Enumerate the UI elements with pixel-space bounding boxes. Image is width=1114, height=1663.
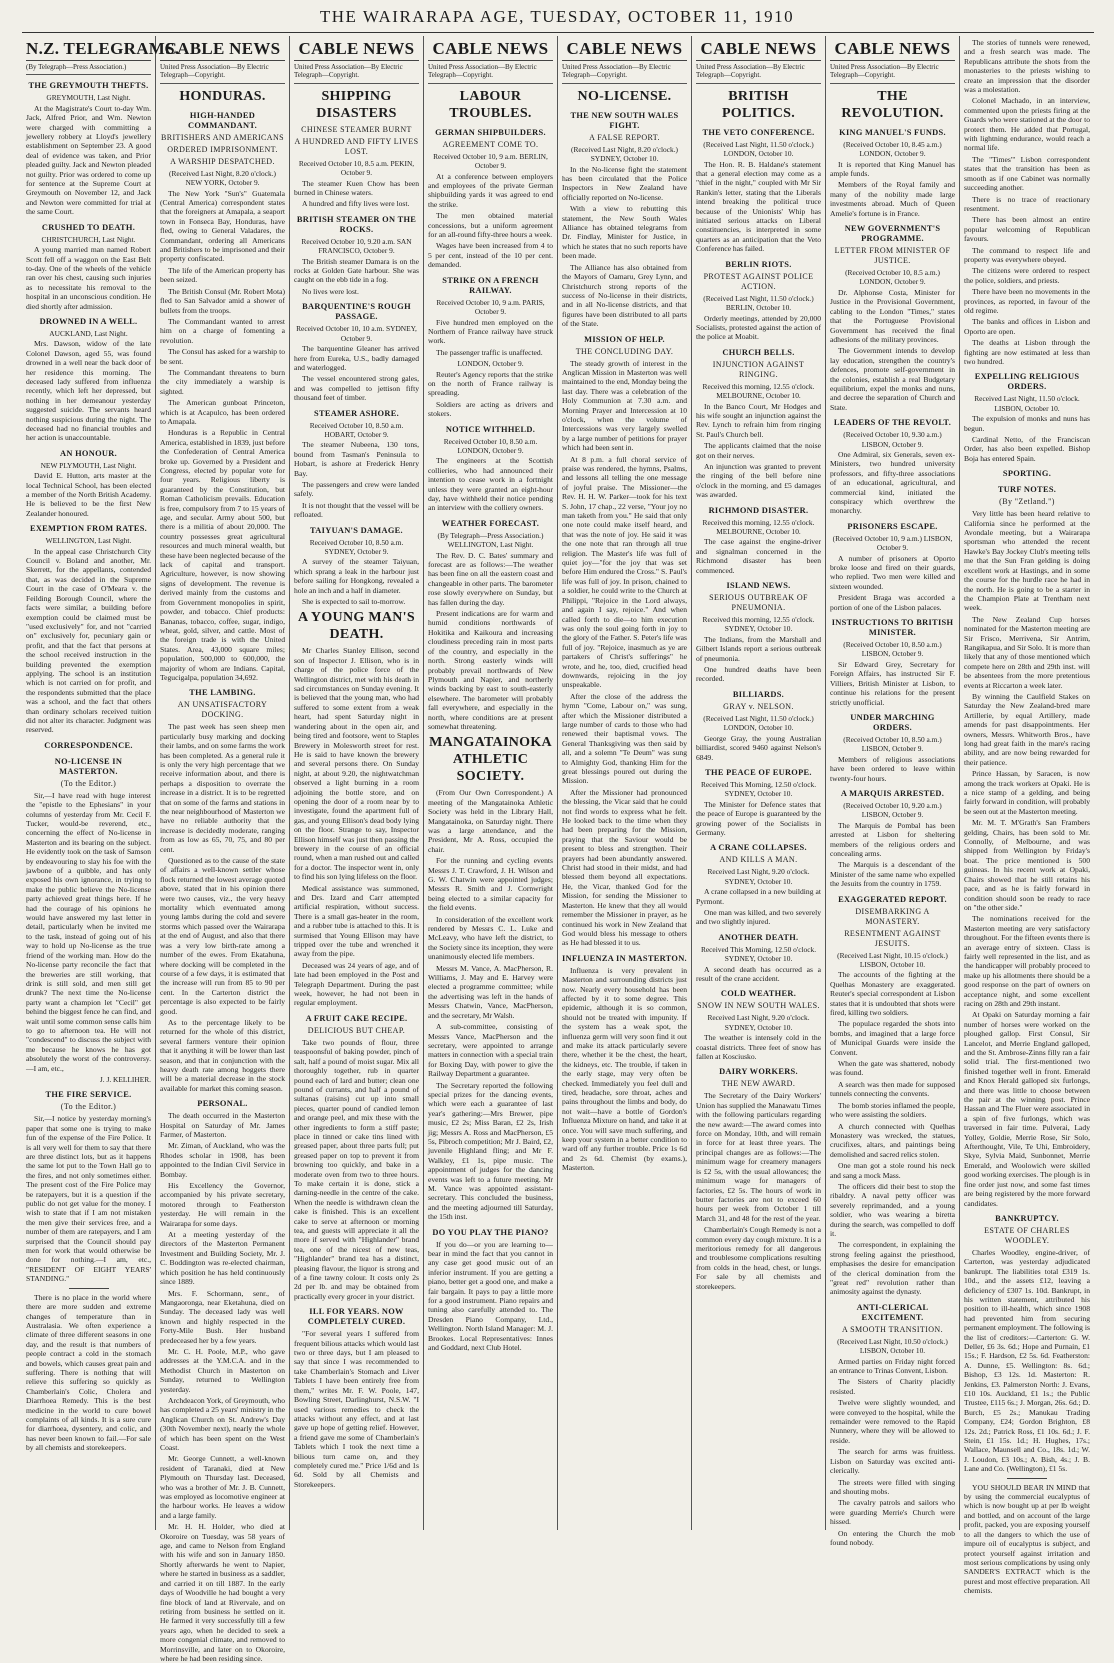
article-paragraph: Sir Edward Grey, Secretary for Foreign Affairs, has instructed Sir F. Villiers, British Minister at Lisbon, to continue his relations for the present strictly unofficial. <box>830 659 955 707</box>
article-paragraph: The engineers at the Scottish collieries, who had announced their intention to cease work in a fortnight unless they were granted an eight-hour day, have withheld their notice pending an interview with the colliery owners. <box>428 456 553 513</box>
story-headline: MANGATAINOKA ATHLETIC SOCIETY. <box>429 735 552 785</box>
section-heading: NO-LICENSE IN MASTERTON. <box>54 756 123 776</box>
section-heading: RICHMOND DISASTER. <box>708 505 809 515</box>
article-paragraph: The Rev. D. C. Bates' summary and forecast are as follows:—The weather has been fine on all the eastern coast and changeable in other parts. The barometer rose slowly everywhere on Sunday, but has fallen during the day. <box>428 550 553 607</box>
article-paragraph: The Government intends to develop lay education, strengthen the country's defences, promote self-government in the colonies, establish a real Budgetary equilibrium, expel the monks and nuns, and decree the separation of Church and State. <box>830 346 955 412</box>
dateline: Received October 10, 8.50 a.m. SYDNEY, October 9. <box>309 537 404 556</box>
section-heading: TAIYUAN'S DAMAGE. <box>310 525 403 535</box>
article-paragraph: The Marquis is a descendant of the Minister of the same name who expelled the Jesuits from the country in 1759. <box>830 860 955 889</box>
dateline: (Received Last Night, 11.50 o'clock.) LONDON, October 10. <box>703 139 814 159</box>
dateline: Received Last Night, 9.20 o'clock. SYDNEY, October 10. <box>707 867 810 886</box>
story-headline: SHIPPING DISASTERS <box>316 88 397 121</box>
column-credit-line: United Press Association—By Electric Telegraph—Copyright. <box>294 63 419 84</box>
article-paragraph: In the appeal case Christchurch City Council v. Boland and another, Mr. Skerrett, for the appellants, contended that, as was decided in the Supreme Court in the case of O'Meara v. the Feilding Borough Council, where the facts were similar, a building before exemption could be claimed must be "used exclusively" for, and not "carried on" exclusively for, pecuniary gain or profit, and that the fact that persons at the school received instruction in the building prevented the exemption applying. The school is an institution which is not carried on for profit, and the respondents submitted that the place was a school, and the fact that others than ordinary scholars received tuition did not alter its character. Judgment was reserved. <box>26 546 151 735</box>
article-paragraph: The banks and offices in Lisbon and Oporto are open. <box>964 317 1090 336</box>
column-credit-line: United Press Association—By Electric Telegraph—Copyright. <box>160 63 285 84</box>
article-paragraph: The citizens were ordered to respect the police, soldiers, and priests. <box>964 266 1090 285</box>
article-paragraph: The steamer Nubeena, 130 tons, bound from Tasman's Peninsula to Hobart, is ashore at Frederick Henry Bay. <box>294 440 419 478</box>
article-paragraph: The Sisters of Charity placidly resisted. <box>830 1377 955 1396</box>
dateline: (Received Last Night, 11.50 o'clock.) BERLIN, October 10. <box>703 293 814 313</box>
section-heading: DO YOU PLAY THE PIANO? <box>432 1227 549 1237</box>
column-8 <box>960 36 1094 1596</box>
article-paragraph: The Minister for Defence states that the peace of Europe is guaranteed by the growing power of the Socialists in Germany. <box>696 799 821 837</box>
sub-heading: A WARSHIP DESPATCHED. <box>170 156 275 166</box>
article-paragraph: The past week has seen sheep men particularly busy marking and docking their lambs, and on some farms the work has been completed. As a general rule it is only the very high percentage that we receive information about, and there is perhaps a disposition to overrate the increase in a district. It is to be regretted that on some of the farms and stations in the near neighbourhood of Masterton we have no reliable authority that the increase is decidedly moderate, ranging from as low as 65, 70, 75, and 80 per cent. <box>160 722 285 854</box>
article-paragraph: In the No-license fight the statement has been circulated that the Police Inspectors in New Zealand have officially reported on No-license. <box>562 164 687 202</box>
story-headline: LABOUR TROUBLES. <box>449 88 532 121</box>
article-paragraph: Questioned as to the cause of the state of affairs a well-known settler whose flock returned the lowest average quoted above, stated that in his opinion there were two causes, viz., the very heavy mortality which eventuated among young lambs during the cold and severe storms which passed over the Wairarapa at the end of August, and also that there was a very low birth-rate among a number of the ewes. From Ekatahuna, where docking will be completed in the course of a few days, it is estimated that the increase will run from 85 to 90 per cent. In the Carterton district the percentage is also expected to be fairly good. <box>160 856 285 1016</box>
dateline: (Received Last Night, 8.20 o'clock.) NEW YORK, October 9. <box>168 168 277 188</box>
column-banner: CABLE NEWS <box>294 38 419 61</box>
story-headline: BRITISH POLITICS. <box>721 88 796 121</box>
dateline: Received this morning, 12.55 o'clock. MELBOURNE, October 10. <box>702 381 815 401</box>
article-paragraph: The Indians, from the Marshall and Gilbert Islands report a serious outbreak of pneumonia. <box>696 634 821 663</box>
article-paragraph: The barquentine Gleaner has arrived here from Eureka, U.S., badly damaged and waterlogged. <box>294 344 419 372</box>
article-paragraph: The American gunboat Princeton, which is at Acapulco, has been ordered to Amapala. <box>160 398 285 426</box>
column-credit-line: (By Telegraph—Press Association.) <box>26 63 151 75</box>
article-paragraph: If you do—or you are learning to—bear in mind the fact that you cannot in any case get good music out of an inferior instrument. If you are getting a piano, better get a good one, and make a fair bargain. It pays to pay a little more for a good instrument. Piano repairs and tuning also carefully attended to. The Dresden Piano Company, Ltd., Wellington. North Island Manager: M. J. Brookes. Local Representatives: Innes and Goddard, next Club Hotel. <box>428 1239 553 1353</box>
article-paragraph: Archdeacon York, of Greymouth, who has completed a 25 years' ministry in the Anglican Church on St. Andrew's Day (30th November next), nearly the whole of which has been spent on the West Coast. <box>160 1395 285 1452</box>
article-paragraph: Mr. George Cunnett, a well-known resident of Taranaki, died at New Plymouth on Thursday last. Deceased, who was a brother of Mr. J. B. Cunnett, was employed as locomotive engineer at the harbour works. He leaves a widow and a large family. <box>160 1454 285 1520</box>
section-heading: HIGH-HANDED COMMANDANT. <box>188 110 257 130</box>
sub-heading: A FALSE REPORT. <box>589 132 660 142</box>
article-paragraph: The applicants claimed that the noise got on their nerves. <box>696 441 821 460</box>
article-paragraph: In the Banco Court, Mr Hodges and his wife sought an injunction against the Rev. Lynch to refrain him from ringing St. Paul's Church bell. <box>696 401 821 439</box>
article-paragraph: President Braga was accorded a portion of one of the Lisbon palaces. <box>830 593 955 612</box>
article-paragraph: Members of religious associations have been ordered to leave within twenty-four hours. <box>830 754 955 783</box>
story-headline: A YOUNG MAN'S DEATH. <box>298 610 415 643</box>
section-heading: NEW GOVERNMENT'S PROGRAMME. <box>844 224 941 244</box>
article-paragraph: Armed parties on Friday night forced an entrance to Trinas Convent, Lisbon. <box>830 1356 955 1376</box>
dateline: LONDON, October 9. <box>457 359 524 369</box>
article-paragraph: Mrs. Dawson, widow of the late Colonel Dawson, aged 55, was found drowned in a well near the back door of her residence this morning. The deceased lady suffered from influenza recently, which left her depressed, but nothing in her demeanour yesterday suggested suicide. The servants heard nothing suspicious during the night. The deceased had no financial troubles and her action is unaccountable. <box>26 339 151 443</box>
dateline: GREYMOUTH, Last Night. <box>46 93 131 103</box>
column-2 <box>156 36 290 1663</box>
section-heading: NOTICE WITHHELD. <box>445 424 536 434</box>
sub-heading: RESENTMENT AGAINST JESUITS. <box>844 928 941 948</box>
section-heading: LEADERS OF THE REVOLT. <box>833 418 952 428</box>
signature-line: J. J. KELLIHER. <box>99 1074 151 1084</box>
sub-heading: LETTER FROM MINISTER OF JUSTICE. <box>834 246 951 266</box>
article-paragraph: His Excellency the Governor, accompanied by his private secretary, motored through to Featherston yesterday. He will remain in the Wairarapa for some days. <box>160 1181 285 1228</box>
article-paragraph: The case against the engine-driver and signalman concerned in the Richmond disaster has been commenced. <box>696 537 821 575</box>
section-heading: ILL FOR YEARS. NOW COMPLETELY CURED. <box>307 1307 406 1327</box>
article-paragraph: With a view to rebutting this statement, the New South Wales Alliance has obtained telegrams from Dr. Findlay, Minister for Justice, in which he states that no such reports have been made. <box>562 204 687 261</box>
columns-container <box>22 36 1094 1663</box>
section-heading: UNDER MARCHING ORDERS. <box>850 712 935 732</box>
dateline: Received October 10, 9 a.m. PARIS, October 9. <box>436 297 545 317</box>
article-paragraph: Very little has been heard relative to California since he performed at the Avondale meeting, but a Wairarapa sportsman who attended the recent Hawke's Bay Jockey Club's meeting tells me that the Sun Fran gelding is doing excellent work at Hastings, and in some the course for the hurdle race he had in the north. He is going to be a starter in the Champion Plate at Trentham next week. <box>964 509 1090 613</box>
article-paragraph: Take two pounds of flour, three teaspoonsful of baking powder, pinch of salt, half a pound of moist sugar. Mix all thoroughly together, rub in quarter pound each of lard and butter; clean one pound of currants, and half a pound of sultanas (raisins) cut up into small pieces, quarter pound of candied lemon and orange peel, and mix these with the other ingredients to form a stiff paste; place in tinned or cake tins lined with greased paper, about three parts full; put greased paper on top to prevent it from browning too quickly, and bake in a moderate oven from two to three hours. To make certain it is done, stick a darning-needle in the centre of the cake. When the needle is withdrawn clean the cake is finished. This is an excellent cake to serve at afternoon or morning tea, and guests will appreciate it all the more if served with "Highlander" brand tea, one of the nicest of new teas, "Highlander" brand tea has a distinct, pleasing flavour, the liquor is strong and of a fine tawny colour. It costs only 2s 2d per lb. and may be obtained from practically every grocer in your district. <box>294 1037 419 1301</box>
article-paragraph: One Admiral, six Generals, seven ex-Ministers, two hundred university professors, and fifty-three associations of an educational, agricultural, and commercial kind, initiated the conspiracy which overthrew the monarchy. <box>830 449 955 516</box>
article-paragraph: At the Magistrate's Court to-day Wm. Jack, Alfred Prior, and Wm. Newton were charged with committing a jewellery robbery at Lloyd's jewellery establishment on September 23. A good deal of evidence was taken, and Prior pleaded guilty. Jack and Newton pleaded not guilty. Prior was ordered to come up for sentence at the Supreme Court at Greymouth on November 12, and Jack and Newton were committed for trial at the same Court. <box>26 103 151 217</box>
sub-heading: (To the Editor.) <box>60 778 117 788</box>
section-heading: DAIRY WORKERS. <box>719 1067 798 1077</box>
section-heading: KING MANUEL'S FUNDS. <box>839 127 946 137</box>
section-heading: EXEMPTION FROM RATES. <box>29 524 148 534</box>
article-paragraph: The passengers and crew were landed safely. <box>294 479 419 499</box>
dateline: (By Telegraph—Press Association.) WELLINGTON, Last Night. <box>437 530 544 550</box>
article-paragraph: For the running and cycling events Messrs J. T. Crawford, J. H. Wilson and G. W. Chatwin were appointed judges; Messrs R. Smith and J. Cornwright being elected to a similar capacity for the field events. <box>428 856 553 913</box>
section-heading: THE FIRE SERVICE. <box>45 1090 132 1100</box>
section-heading: THE GREYMOUTH THEFTS. <box>28 81 149 91</box>
section-heading: STEAMER ASHORE. <box>313 408 399 418</box>
sub-heading: INJUNCTION AGAINST RINGING. <box>712 359 805 379</box>
section-heading: A CRANE COLLAPSES. <box>710 843 807 853</box>
article-paragraph: After the Missioner had pronounced the blessing, the Vicar said that he could not find words to express what he felt. He looked back to the time when they had been preparing for the Mission, praying that the Saviour would be present to bless and strengthen. Their prayers had been abundantly answered. Christ had stood in their midst, and had blessed them beyond all expectations. He, the Vicar, thanked God for the Mission, for sending the Missioner to Masterton. He knew that they all would remember the Missioner in prayer, as he continued his work in New Zealand that God would bless his message to others as He had blessed it to us. <box>562 787 687 948</box>
sub-heading: ORDERED IMPRISONMENT. <box>167 144 278 154</box>
section-heading: CRUSHED TO DEATH. <box>41 222 136 232</box>
article-paragraph: Members of the Royal family and many of the nobility made large investments abroad. Much of Queen Amelie's fortune is in France. <box>830 180 955 218</box>
article-paragraph: As to the percentage likely to be returned for the whole of this district, several farmers venture their opinion that it anything it will be lower than last season, and that in conjunction with the heavy death rate among hoggets there will be a material decrease in the stock available for market this coming season. <box>160 1017 285 1093</box>
separator-rule <box>69 1288 109 1289</box>
article-paragraph: Messrs M. Vance, A. MacPherson, R. Williams, J. May and E. Harvey were elected a programme committee; while the advertising was left in the hands of Messrs Chatwin, Vance, MacPherson, and the secretary, Mr Walsh. <box>428 963 553 1020</box>
article-paragraph: Deceased was 24 years of age, and of late had been employed in the Post and Telegraph Department. During the past week, however, he had not been in regular employment. <box>294 960 419 1008</box>
article-paragraph: The expulsion of monks and nuns has begun. <box>964 414 1090 433</box>
sub-heading: A HUNDRED AND FIFTY LIVES LOST. <box>294 136 419 156</box>
section-heading: SPORTING. <box>1002 469 1052 479</box>
dateline: (Received October 10, 8.45 a.m.) LONDON, October 9. <box>843 139 942 159</box>
story-headline: NO-LICENSE. <box>577 88 672 104</box>
article-paragraph: The officers did their best to stop the ribaldry. A naval petty officer was severely reprimanded, and a young soldier, who was wearing a biretta during the search, was compelled to doff it. <box>830 1181 955 1238</box>
article-paragraph: Cardinal Netto, of the Franciscan Order, has also been expelled. Bishop Boja has entered Spain. <box>964 435 1090 463</box>
section-heading: A MARQUIS ARRESTED. <box>840 788 945 798</box>
article-paragraph: Charles Woodley, engine-driver, of Carterton, was yesterday adjudicated bankrupt. The liabilities total £319 1s. 10d., and the assets £12, leaving a deficiency of £307 1s. 10d. Bankrupt, in his written statement, attributed his position to ill-health, which since 1908 had prevented him from securing permanent employment. The following is the list of creditors:—Carterton: G. W. Deller, £6 3s. 6d.; Hope and Purnain, £1 15s.; F. Hardson, £2 5s. 6d. Featherston: A. Dunne, £5. Wellington: 8s. 6d.; Bishop, £3 12s. 1d. Masterton: R. Jenkins, £3. Palmerston North: J. Evans, £10 10s. Auckland, £1 1s.; the Public Trustee, £115 6s.; J. Morgan, 26s. 6d.; D. Burch, £5 2s.; Manukau Trading Company, £24; Gordon Brighton, £8 12s. 2d.; Patrick Ross, £1 10s. 6d.; J. F. Stein, £1 15s. 1d.; H. Hughes, 17s.; Wallace, Maunsell and Co., 18s. 1d.; W. J. Loudon, £3 10s.; A. Bish, 4s.; J. B. Lane and Co. (Wellington), £1 5s. <box>964 1247 1090 1474</box>
article-paragraph: The nominations received for the Masterton meeting are very satisfactory throughout. For the fifteen events there is an average entry of sixteen. Class is fairly well represented in the list, and as the handicapper will probably proceed to make up his allotments there should be a good response on the part of owners on acceptance night, and some excellent racing on 28th and 29th instant. <box>964 914 1090 1008</box>
article-paragraph: An injunction was granted to prevent the ringing of the bell before nine o'clock in the morning, and £5 damages was awarded. <box>696 461 821 500</box>
dateline: (Received October 10, 9 a.m.) LISBON, October 9. <box>832 533 953 553</box>
sub-heading: (By "Zetland.") <box>999 497 1055 507</box>
column-6 <box>692 36 826 1530</box>
dateline: Received Last Night, 9.20 o'clock. SYDNEY, October 10. <box>707 1013 810 1032</box>
article-paragraph: Mr Charles Stanley Ellison, second son of Inspector J. Ellison, who is in charge of the police force of the Wellington district, met with his death in sad circumstances on Sunday evening. It is believed that the young man, who had suffered to some extent from a weak heart, had spent Saturday night in wandering about in the open air, and being tired and footsore, went to Staples Brewery in Molesworth street for rest. He is said to have known the brewery and several persons there. On Sunday night, at about 9.20, the nightwatchman observed a light burning in a room adjoining the bottle store, and on opening the door of a room near by to investigate, found the apartment full of gas, and young Ellison's dead body lying on the floor. Strange to say, Inspector Ellison himself was just then passing the brewery in the course of an official round, when a man rushed out and called for a doctor. The inspector went in, only to find his son lying lifeless on the floor. <box>294 646 419 882</box>
article-paragraph: Twelve were slightly wounded, and were conveyed to the hospital, while the remainder were removed to the Rapid Nunnery, where they will be allowed to reside. <box>830 1398 955 1445</box>
article-paragraph: Sir,—I notice by yesterday morning's paper that some one is trying to make fun of the expense of the Fire Police. It is all very well for them to say that there are three distinct lots, but as it happens the same lot put to the Town Hall go to the fires, and not only sometimes either. The present cost of the Fire Police may be ratepayers, but it is a question if the public do not get value for the money. I wish to state that if I am not mistaken the men give their services free, and a number of them are ratepayers, and I am surprised that the Council should pay men for work that would otherwise be done for nothing.—I am, etc., "RESIDENT OF EIGHT YEARS' STANDING." <box>26 1114 151 1284</box>
article-paragraph: (From Our Own Correspondent.) A meeting of the Mangatainoka Athletic Society was held in the Library Hall, Mangatainoka, on Saturday night. There was a large attendance, and the President, Mr A. Ross, occupied the chair. <box>428 788 553 854</box>
article-paragraph: A number of prisoners at Oporto broke loose and fired on their guards, who replied. Two men were killed and sixteen wounded. <box>830 553 955 591</box>
article-paragraph: David E. Hutton, arts master at the local Technical School, has been elected a member of the North British Academy. He is believed to be the first New Zealander honoured. <box>26 471 151 518</box>
article-paragraph: Sir,—I have read with huge interest the "epistle to the Ephesians" in your columns of yesterday from Mr. Cecil F. Tucker, would-be reverend, etc., concerning the effect of No-license in Masterton and its bearing on the subject. He evidently took on the task of Samson by endeavouring to slay his foe with the jawbone of a quibble, and has only exposed his own ignorance, in trying to make the public believe the No-license party achieved great things here. If he had the courage of his opinions he would have answered my last letter in detail, particularly when he invited me to the task, instead of going out of his way to hold up No-license as the true friend of the working man. How do the No-license party reconcile the fact that the breweries are still working, that drink is still sold, and men still get drunk? The next time the No-license party want a champion let "Cecil" get behind the biggest fence he can find, and wait until some common sense calls him to go to afternoon tea. He will not "condescend" to discuss the subject with me because he knows he has got absolutely the worst of the controversy.—I am, etc., <box>26 790 151 1073</box>
article-paragraph: Mr. H. H. Holder, who died at Okoroire on Tuesday, was 58 years of age, and came to Nelson from England with his wife and son in January 1850. Shortly afterwards he went to Napier, where he started in business as a saddler, and carried it on till 1887. In the early days of Woodville he had bought a very fine block of land at Rivervale, and on retiring from business he settled on it. He farmed it very successfully till a few years ago, when he decided to seek a more congenial climate, and removed to Morrinsville, and later on to Okoroire, where he had been residing since. <box>160 1522 285 1663</box>
article-paragraph: Present indications are for warm and humid conditions northwards of Hokitika and Kaikoura and increasing cloudiness preceding rain in most parts of the country, and especially in the north. Strong easterly winds will probably prevail northwards of New Plymouth and Napier, and northerly winds backing by east to south-easterly elsewhere. The barometer will probably fall everywhere, and especially in the north, where conditions are at present somewhat threatening. <box>428 609 553 731</box>
sub-heading: CHINESE STEAMER BURNT <box>301 124 412 134</box>
section-heading: CORRESPONDENCE. <box>44 740 133 750</box>
dateline: (Received Last Night, 10.50 o'clock.) LISBON, October 10. <box>837 1336 948 1356</box>
article-paragraph: It is not thought that the vessel will be refloated. <box>294 500 419 520</box>
article-paragraph: By winning the Caulfield Stakes on Saturday the New Zealand-bred mare Artillerie, by equal Artillery, made amends for past disappointments. Her owners, Messrs. Whitworth Bros., have long had great faith in the mare's racing ability, and are now being rewarded for their patience. <box>964 691 1090 767</box>
article-paragraph: Honduras is a Republic in Central America, established in 1839, just before the Confederation of Central America broke up. Governed by a President and Congress, elected by popular vote for four years. Religious liberty is guaranteed by the Constitution, but Roman Catholicism prevails. Education is free, compulsory from 7 to 15 years of age, and secular. Army about 500, but there is a militia of about 20,000. The country possesses great agricultural resources and much mineral wealth, but these have been neglected because of the lack of capital and transport. Agriculture, however, is now showing signs of development. The revenue is derived mainly from the customs and from Government monopolies in spirit, powder, and tobacco. Chief products: Bananas, tobacco, coffee, sugar, indigo, wheat, gold, silver, and cattle. Most of the foreign trade is with the United States. Area, 43,000 square miles; population, 500,000 to 600,000, the majority of whom are Indians. Capital, Tegucigalpa, population 34,692. <box>160 428 285 682</box>
article-paragraph: She is expected to sail to-morrow. <box>302 597 406 607</box>
article-paragraph: Influenza is very prevalent in Masterton and surrounding districts just now. Nearly every household has been affected by it to some degree. This epidemic, although it is so common, should not be treated with impunity. If the system has a weak spot, the influenza germ will very soon find it out and make its attack particularly severe there, whether it be the chest, the heart, the kidneys, etc. The trouble, if taken in the early stage, may very often be checked. Immediately you feel dull and tired, headache, sore throat, aches and pains throughout the limbs and body, do not wait—have a bottle of Gordon's Influenza Mixture on hand, and take it at once. You will save much suffering, and keep your system in a better condition to ward off any further trouble. Price 1s 6d and 2s 6d. Chemist (by exams.), Masterton. <box>562 965 687 1173</box>
section-heading: EXAGGERATED REPORT. <box>838 894 947 904</box>
article-paragraph: The streets were filled with singing and shouting mobs. <box>830 1477 955 1496</box>
sub-heading: ESTATE OF CHARLES WOODLEY. <box>984 1225 1070 1245</box>
section-heading: PERSONAL. <box>197 1099 248 1109</box>
article-paragraph: The Marquis de Pombal has been arrested at Lisbon for sheltering members of the religious orders and concealing arms. <box>830 820 955 858</box>
section-heading: AN HONOUR. <box>60 448 117 458</box>
section-heading: STRIKE ON A FRENCH RAILWAY. <box>442 275 539 295</box>
article-paragraph: The stories of tunnels were renewed, and a fresh search was made. The Republicans attribute the shots from the monasteries to the priests wishing to create an impression that the disorder was a molestation. <box>964 38 1090 95</box>
article-paragraph: In consideration of the excellent work rendered by Messrs C. L. Luke and McLeavy, who have left the district, to the Society since its inception, they were unanimously elected life members. <box>428 914 553 962</box>
sub-heading: AGREEMENT COME TO. <box>442 139 539 149</box>
article-paragraph: The accounts of the fighting at the Quelhas Monastery are exaggerated. Reuter's special correspondent at Lisbon states that it is undoubted that shots were fired, killing two soldiers. <box>830 970 955 1018</box>
story-headline: THE REVOLUTION. <box>841 88 944 121</box>
masthead-rule <box>22 32 1094 33</box>
dateline: (Received October 10, 9.30 a.m.) LISBON, October 9. <box>843 430 942 449</box>
article-paragraph: A survey of the steamer Taiyuan, which sprang a leak in the harbour just before sailing for Hongkong, revealed a hole an inch and a half in diameter. <box>294 557 419 595</box>
section-heading: BANKRUPTCY. <box>995 1213 1059 1223</box>
column-credit-line: United Press Association—By Electric Telegraph—Copyright. <box>428 63 553 84</box>
article-paragraph: It is reported that King Manuel has ample funds. <box>830 159 955 179</box>
article-paragraph: The New York "Sun's" Guatemala (Central America) correspondent states that the foreigners at Amapala, a seaport town in Fonseca Bay, Honduras, have fled, owing to General Valadares, the Commandant, ordering all Americans and Britishers to be imprisoned and their property confiscated. <box>160 188 285 264</box>
article-paragraph: A hundred and fifty lives were lost. <box>302 199 410 209</box>
dateline: Received Last Night, 11.50 o'clock. LISBON, October 10. <box>974 394 1080 413</box>
section-heading: THE LAMBING. <box>189 688 256 698</box>
section-heading: DROWNED IN A WELL. <box>39 316 138 326</box>
article-paragraph: The search for arms was fruitless. Lisbon on Saturday was excited anti-clerically. <box>830 1447 955 1476</box>
article-paragraph: George Gray, the young Australian billiardist, scored 9460 against Nelson's 6849. <box>696 733 821 762</box>
column-4 <box>424 36 558 1530</box>
section-heading: GERMAN SHIPBUILDERS. <box>435 127 546 137</box>
dateline: WELLINGTON, Last Night. <box>45 536 132 546</box>
article-paragraph: Orderly meetings, attended by 20,000 Socialists, protested against the action of the police at Moabit. <box>696 313 821 342</box>
column-1 <box>22 36 180 1530</box>
story-headline: HONDURAS. <box>179 88 266 104</box>
article-paragraph: At Opaki on Saturday morning a fair number of horses were worked on the ploughed gallop. First Consul, Sir Lancelot, and Merrie England galloped, and the St. Ambrose-Zinns filly ran a fair solid trial. The first-mentioned two finished together well in front. Emerald and Knox Herald galloped six furlongs, and there was little to choose between the pair at the winning post. Prince Hassan and The Fluer were associated in a spin of five furlongs, which was traversed in fair time. Pulverai, Lady Yolley, Goldie, Merrie Rose, Sir Solo, Afterthought, Vile, Te Uhi, Embroidery, Skye, Sylvia Maid, Sunbonnet, Merrie Emerald, and Woolowich were skilled good working exercises. The plough is in fine order just now, and some fast times are being registered by the more forward candidates. <box>964 1010 1090 1208</box>
article-paragraph: Wages have been increased from 4 to 5 per cent, instead of the 10 per cent. demanded. <box>428 241 553 270</box>
sub-heading: (To the Editor.) <box>60 1102 117 1112</box>
column-banner: CABLE NEWS <box>428 38 553 61</box>
dateline: (Received October 10, 9.20 a.m.) LISBON, October 9. <box>843 800 942 820</box>
article-paragraph: The British steamer Damara is on the rocks at Golden Gate harbour. She was caught on the ebb tide in a fog. <box>294 256 419 285</box>
dateline: (Received October 10, 8.5 a.m.) LONDON, October 9. <box>845 268 940 287</box>
dateline: Received October 10, 8.5 a.m. PEKIN, October 9. <box>298 158 415 178</box>
dateline: (Received Last Night, 11.50 o'clock.) LONDON, October 10. <box>703 713 814 733</box>
section-heading: MISSION OF HELP. <box>584 334 665 344</box>
column-banner: CABLE NEWS <box>696 38 821 61</box>
article-paragraph: The Secretary reported the following special prizes for the dancing events, which were each a guarantee of last year's gathering:—Mrs Brewer, pipe music, £2 2s; Miss Baran, £2 2s, Irish jig; Messrs A. Ross and MacPherson, £5 5s, Pibroch competition; Mr J. Baird, £2, juvenile Highland fling; and Mr F. Walkley, £1 1s, pipe music. The appointment of judges for the dancing events was left to a future meeting. Mr M. Vance was appointed assistant-secretary. This concluded the business, and the meeting adjourned till Saturday, the 15th inst. <box>428 1080 553 1222</box>
masthead: THE WAIRARAPA AGE, TUESDAY, OCTOBER 11, 1910 <box>319 7 795 26</box>
sub-heading: THE CONCLUDING DAY. <box>575 346 674 356</box>
sub-heading: A SMOOTH TRANSITION. <box>842 1324 943 1334</box>
article-paragraph: The steamer Kuen Chow has been burned in Chinese waters. <box>294 178 419 198</box>
article-paragraph: The steady growth of interest in the Anglican Mission in Masterton was well maintained to the end, Monday being the last day. There was a celebration of the Holy Communion at 7.30 a.m. and Morning Prayer and Intercession at 10 o'clock, when the volume of Intercessions was very largely swelled by a large number of petitions for prayer which had been sent in. <box>562 358 687 453</box>
article-paragraph: The vessel encountered strong gales, and was compelled to jettison fifty thousand feet of timber. <box>294 374 419 403</box>
article-paragraph: Mrs. F. Schormann, senr., of Mangaoronga, near Eketahuna, died on Sunday. The deceased lady was well known and highly respected in the Forty-Mile Bush. Her husband predeceased her by a few years. <box>160 1288 285 1345</box>
article-paragraph: The men obtained material concessions, but a uniform agreement for an all-round fifty-three hours a week. <box>428 211 553 240</box>
article-paragraph: When the gate was shattered, nobody was found. <box>830 1059 955 1078</box>
dateline: CHRISTCHURCH, Last Night. <box>41 234 136 244</box>
article-paragraph: A second death has occurred as a result of the crane accident. <box>696 964 821 983</box>
article-paragraph: YOU SHOULD BEAR IN MIND that by using the commercial eucalyptus of which is now bought up at per lb weight and bottled, and on account of the large profit, packed, you are exposing yourself to all the dangers to which the use of impure oil of eucalyptus is subject, and protect yourself against irritation and most serious complications by using only SANDER'S EXTRACT which is the purest and most effective preparation. All chemists. <box>964 1482 1090 1596</box>
column-banner: CABLE NEWS <box>830 38 955 61</box>
article-paragraph: The weather is intensely cold in the coastal districts. Three feet of snow has fallen at Kosciusko. <box>696 1033 821 1062</box>
section-heading: TURF NOTES. <box>997 485 1057 495</box>
column-banner: CABLE NEWS <box>562 38 687 61</box>
column-5 <box>558 36 692 1530</box>
section-heading: ANTI-CLERICAL EXCITEMENT. <box>856 1302 929 1322</box>
section-heading: COLD WEATHER. <box>720 989 797 999</box>
section-heading: A FRUIT CAKE RECIPE. <box>305 1013 408 1023</box>
article-paragraph: The Commandant wanted to arrest him on a charge of fomenting a revolution. <box>160 316 285 345</box>
section-heading: INSTRUCTIONS TO BRITISH MINISTER. <box>831 618 954 638</box>
sub-heading: DISEMBARKING A MONASTERY. <box>855 906 930 926</box>
article-paragraph: The death occurred in the Masterton Hospital on Saturday of Mr. James Farmer, of Masterton. <box>160 1111 285 1139</box>
article-paragraph: The passenger traffic is unaffected. <box>436 347 543 357</box>
sub-heading: SNOW IN NEW SOUTH WALES. <box>697 1001 820 1011</box>
dateline: Received October 10, 9.20 a.m. SAN FRANCISCO, October 9. <box>301 236 412 256</box>
article-paragraph: One man got a stole round his neck and sang a mock Mass. <box>830 1161 955 1180</box>
article-paragraph: A church connected with Quelhas Monastery was wrecked, the statues, crucifixes, altars, and paintings being demolished and sacred relics stolen. <box>830 1121 955 1159</box>
article-paragraph: Reuter's Agency reports that the strike on the north of France railway is spreading. <box>428 369 553 398</box>
article-paragraph: The bomb stories inflamed the people, who were assisting the soldiers. <box>830 1100 955 1120</box>
article-paragraph: At a meeting yesterday of the directors of the Masterton Permanent Investment and Building Society, Mr. J. C. Boddington was re-elected chairman, which position he has held continuously since 1889. <box>160 1230 285 1287</box>
sub-heading: PROTEST AGAINST POLICE ACTION. <box>703 271 814 291</box>
article-paragraph: Mr. C. H. Poole, M.P., who gave addresses at the Y.M.C.A. and in the Methodist Church in Masterton on Sunday, returned to Wellington yesterday. <box>160 1346 285 1394</box>
article-paragraph: There have been no movements in the provinces, as reported, in favour of the old regime. <box>964 287 1090 315</box>
dateline: (Received October 10, 8.50 a.m.) LISBON, October 9. <box>843 734 942 754</box>
article-paragraph: The deaths at Lisbon through the fighting are now estimated at less than two hundred. <box>964 338 1090 366</box>
section-heading: THE PEACE OF EUROPE. <box>705 767 812 777</box>
dateline: Received October 10, 10 a.m. SYDNEY, October 9. <box>296 324 417 343</box>
article-paragraph: Dr. Alphonse Costa, Minister for Justice in the Provisional Government, cabling to the London "Times," states that the Portuguese Provisional Government has received the final adhesions of the military provinces. <box>830 287 955 344</box>
column-credit-line: United Press Association—By Electric Telegraph—Copyright. <box>830 63 955 84</box>
article-paragraph: After the close of the address the hymn "Come, Labour on," was sung, after which the Missioner distributed a large number of cards to those who had renewed their baptismal vows. The General Thanksgiving was then said by all, and a solemn "Te Deum" was sung to Almighty God, thanking Him for the great blessings poured out during the Mission. <box>562 691 687 786</box>
column-credit-line: United Press Association—By Electric Telegraph—Copyright. <box>696 63 821 84</box>
article-paragraph: The life of the American property has been seized. <box>160 265 285 285</box>
article-paragraph: At a conference between employers and employees of the private German shipbuilding yards it was agreed to end the strike. <box>428 171 553 209</box>
article-paragraph: The Consul has asked for a warship to be sent. <box>160 347 285 366</box>
section-heading: BARQUENTINE'S ROUGH PASSAGE. <box>302 302 411 322</box>
article-paragraph: A crane collapsed in a new building at Pyrmont. <box>696 887 821 906</box>
article-paragraph: The populace regarded the shots into bombs, and imagined that a large force of Municipal Guards were inside the Convent. <box>830 1019 955 1057</box>
article-paragraph: One hundred deaths have been recorded. <box>696 665 821 684</box>
column-banner: CABLE NEWS <box>160 38 285 61</box>
section-heading: BRITISH STEAMER ON THE ROCKS. <box>296 214 417 234</box>
article-paragraph: On entering the Church the mob found nobody. <box>830 1528 955 1547</box>
sub-heading: AN UNSATISFACTORY DOCKING. <box>177 700 268 720</box>
sub-heading: AND KILLS A MAN. <box>719 855 798 865</box>
article-paragraph: Mr. Ziman, of Auckland, who was the Rhodes scholar in 1908, has been appointed to the Indian Civil Service in Bombay. <box>160 1141 285 1179</box>
article-paragraph: The New Zealand Cup horses nominated for the Masterton meeting are Sir Frisco, Merrivena, Sir Antrim, Rangikapua, and Sir Solo. It is more than likely that any of those mentioned which compete here on 28th and 29th inst. will be absentees from the more pretentious events at Riccarton a week later. <box>964 614 1090 690</box>
article-paragraph: Colonel Machado, in an interview, commented upon the priests firing at the Guards who were stationed at the door to protect them. He added that Portugal, with lightning endurance, would reach a normal life. <box>964 96 1090 153</box>
dateline: (Received Last Night, 10.15 o'clock.) LISBON, October 10. <box>837 950 948 969</box>
column-3 <box>290 36 424 1530</box>
sub-heading: SERIOUS OUTBREAK OF PNEUMONIA. <box>709 593 808 613</box>
article-paragraph: The Alliance has also obtained from the Mayors of Oamaru, Grey Lynn, and Christchurch strong reports of the success of No-license in their districts, and in all No-license districts, and that figures have been distributed to all parts of the State. <box>562 262 687 329</box>
dateline: Received this morning, 12.55 o'clock. SYDNEY, October 10. <box>702 615 815 634</box>
article-paragraph: The command to respect life and property was everywhere obeyed. <box>964 245 1090 264</box>
article-paragraph: The "Times'" Lisbon correspondent states that the transition has been as smooth as if one Cabinet was normally succeeding another. <box>964 154 1090 193</box>
column-credit-line: United Press Association—By Electric Telegraph—Copyright. <box>562 63 687 84</box>
section-heading: THE VETO CONFERENCE. <box>702 127 815 137</box>
dateline: Received October 10, 8.50 a.m. LONDON, October 9. <box>443 436 538 455</box>
section-heading: THE NEW SOUTH WALES FIGHT. <box>570 110 679 130</box>
article-paragraph: The Hon. R. B. Haldane's statement that a general election may come as a "thief in the night," coupled with Mr Sir Rankin's letter, stating that the Liberals intend breaking the political truce because of the Unionists' Whip has initiated serious attacks on Liberal constituencies, is interpreted in some quarters as an anticipation that the Veto Conference has failed. <box>696 159 821 254</box>
article-paragraph: At 8 p.m. a full choral service of praise was rendered, the hymns, Psalms, and lessons all telling the one message of joyful praise. The Missioner—the Rev. H. H. W. Parker—took for his text S. John, 17 chap., 22 verse, "Your joy no man taketh from you." He said that only one note could make itself heard, and that was the note of joy. He said it was the one note that ran through all true religion. The Master's life was full of quiet joy—"for the joy that was set before Him endured the Cross." S. Paul's life was full of joy. In prison, chained to a soldier, he could write to the Church at Philippi, "Rejoice in the Lord always, and again I say, rejoice." And when called forth to die—to him execution was only the soul going forth in joy to the glory of the Father. S. Peter's life was full of joy. "Rejoice, inasmuch as ye are partakers of Christ's sufferings" he wrote, and he, too, died, crucified head downwards, rejoicing in the joy unspeakable. <box>562 454 687 690</box>
section-heading: BERLIN RIOTS. <box>725 259 792 269</box>
section-heading: CHURCH BELLS. <box>722 347 795 357</box>
dateline: Received This Morning, 12.50 o'clock. SYDNEY, October 10. <box>700 944 817 964</box>
section-heading: WEATHER FORECAST. <box>441 518 540 528</box>
article-paragraph: The Commandant threatens to burn the city immediately a warship is sighted. <box>160 367 285 396</box>
sub-heading: GRAY v. NELSON. <box>723 701 794 711</box>
article-paragraph: Mr. M. T. M'Grath's San Frambers gelding, Chairs, has been sold to Mr. Connolly, of Melbourne, and was shipped from Wellington by Friday's boat. The price mentioned is 500 guineas. In his recent work at Opaki, Chairs showed that he still retains his pace, and as he is fairly forward in condition should soon be ready to race on "the other side." <box>964 818 1090 912</box>
article-paragraph: Medical assistance was summoned, and Drs. Izard and Carr attempted artificial respiration, without success. There is a small gas-heater in the room, and a rubber tube is attached to this. It is surmised that Young Ellison may have tripped over the tube and wrenched it away from the pipe. <box>294 883 419 959</box>
section-heading: PRISONERS ESCAPE. <box>847 521 938 531</box>
dateline: AUCKLAND, Last Night. <box>49 328 128 338</box>
dateline: Received This Morning, 12.50 o'clock. SYDNEY, October 10. <box>700 779 817 799</box>
dateline: Received this morning, 12.55 o'clock. MELBOURNE, October 10. <box>702 517 815 536</box>
separator-rule <box>1007 1478 1047 1479</box>
article-paragraph: The British Consul (Mr. Robert Mota) fled to San Salvador amid a shower of bullets from the troops. <box>160 286 285 315</box>
article-paragraph: A sub-committee, consisting of Messrs Vance, MacPherson and the secretary, were appointed to arrange matters in connection with a special train for Boxing Day, with power to give the Railway Department a guarantee. <box>428 1022 553 1079</box>
article-paragraph: No lives were lost. <box>302 286 359 296</box>
article-paragraph: There is no place in the world where there are more sudden and extreme changes of temperature than in Australasia. We often experience a climate of three different seasons in one day, and the result is that numbers of people contract a cold in the stomach and bowels, which causes great pain and suffering. There is nothing that will relieve this suffering so quickly as Chamberlain's Colic, Cholera and Diarrhoea Remedy. This is the best medicine in the world to cure bowel complaints of all kinds. It is a sure cure for diarrhoea, dysentery, and colic, and has never been known to fail.—For sale by all chemists and storekeepers. <box>26 1292 151 1453</box>
article-paragraph: Soldiers are acting as drivers and stokers. <box>428 399 553 419</box>
article-paragraph: A search was then made for supposed tunnels connecting the convents. <box>830 1079 955 1099</box>
article-paragraph: "For several years I suffered from frequent bilious attacks which would last two or three days, but I am pleased to say that since I was recommended to take Chamberlain's Stomach and Liver Tablets I have been entirely free from them," writes Mr. F. W. Poole, 147, Bowling Street, Darlinghurst, N.S.W. "I used various remedies to check the attacks without any effect, and at last gave up hope of getting relief. However, a friend gave me some of Chamberlain's Tablets which I took the next time a bilious turn came on, and they completely cured me." Price 1/6d and 1s 6d. Sold by all Chemists and Storekeepers. <box>294 1329 419 1489</box>
dateline: Received October 10, 9 a.m. BERLIN, October 9. <box>433 151 548 171</box>
article-paragraph: A young married man named Robert Scott fell off a waggon on the East Belt to-day. One of the wheels of the vehicle ran over his chest, causing such injuries as to necessitate his removal to the hospital in an unconscious condition. He died shortly after admission. <box>26 245 151 311</box>
article-paragraph: The Secretary of the Dairy Workers' Union has supplied the Manawatu Times with the following particulars regarding the new award:—The award comes into force on Monday, 10th, and will remain in force for at least three years. The principal changes are as follows:—The minimum wage for creamery managers is £2 5s, with the usual allowances; the minimum wage for managers of factories, £2 5s. The hours of work in butter factories are not to exceed 60 hours per week from October 1 till March 31, and 48 for the rest of the year. <box>696 1091 821 1223</box>
article-paragraph: There has been almost an entire popular welcoming of Republican favours. <box>964 215 1090 244</box>
article-paragraph: Chamberlain's Cough Remedy is not a common every day cough mixture. It is a meritorious remedy for all dangerous and troublesome complications resulting from colds in the head, chest, or lungs. For sale by all chemists and storekeepers. <box>696 1225 821 1291</box>
section-heading: BILLIARDS. <box>732 689 785 699</box>
article-paragraph: Five hundred men employed on the Northern of France railway have struck work. <box>428 317 553 346</box>
column-7 <box>826 36 960 1547</box>
dateline: Received October 10, 8.50 a.m. HOBART, October 9. <box>309 420 404 439</box>
article-paragraph: The correspondent, in explaining the strong feeling against the priesthood, emphasises the desire for emancipation of the clerical domination from the "great red" revolution rather than animosity against the dynasty. <box>830 1240 955 1297</box>
column-banner: N.Z. TELEGRAMS. <box>26 38 151 61</box>
article-paragraph: One man was killed, and two severely and two slightly injured. <box>696 907 821 927</box>
sub-heading: THE NEW AWARD. <box>721 1079 796 1089</box>
sub-heading: DELICIOUS BUT CHEAP. <box>307 1025 406 1035</box>
article-paragraph: Prince Hassan, by Saracen, is now among the track workers at Opaki. He is a nice stamp of a gelding, and being fairly forward in condition, will probably be seen out at the Masterton meeting. <box>964 769 1090 816</box>
section-heading: EXPELLING RELIGIOUS ORDERS. <box>974 372 1080 392</box>
section-heading: ANOTHER DEATH. <box>718 932 799 942</box>
article-paragraph: The cavalry patrols and sailors who were guarding Merrie's Church were hissed. <box>830 1498 955 1527</box>
section-heading: ISLAND NEWS. <box>726 581 791 591</box>
article-paragraph: There is no trace of reactionary resentment. <box>964 194 1090 213</box>
sub-heading: BRITISHERS AND AMERICANS <box>161 132 284 142</box>
section-heading: INFLUENZA IN MASTERTON. <box>562 953 687 963</box>
dateline: (Received October 10, 8.50 a.m.) LISBON, October 9. <box>843 640 942 659</box>
dateline: (Received Last Night, 8.20 o'clock.) SYDNEY, October 10. <box>570 144 679 164</box>
dateline: NEW PLYMOUTH, Last Night. <box>40 460 137 470</box>
